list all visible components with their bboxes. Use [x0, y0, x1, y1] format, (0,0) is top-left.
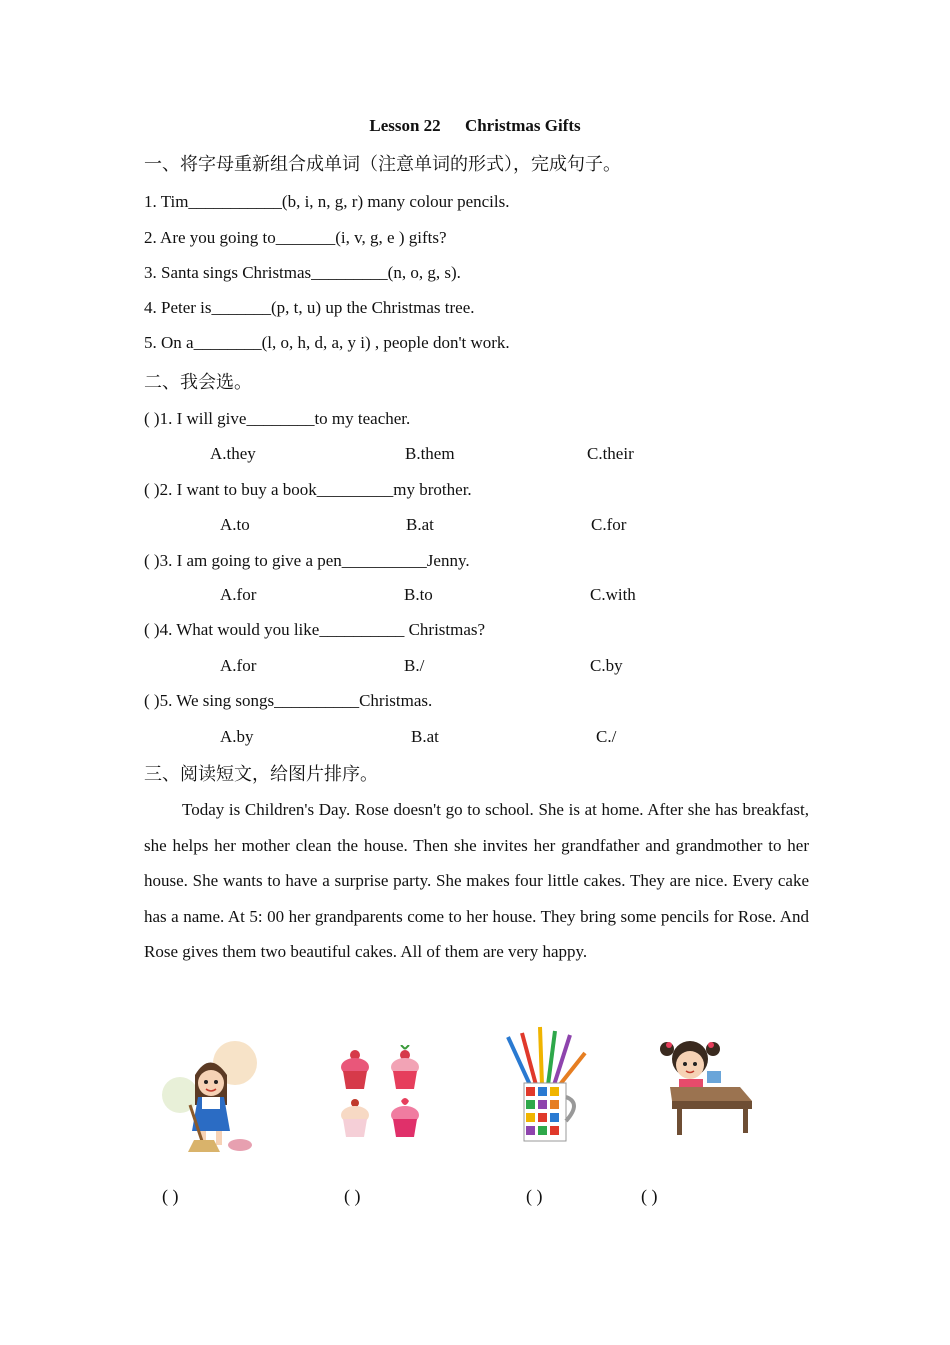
- section2-heading: 二、我会选。: [144, 372, 252, 393]
- q3-option-c: C.with: [590, 585, 636, 604]
- question-5: ( )5. We sing songs__________Christmas.: [144, 691, 433, 710]
- pencil-cup-icon: [500, 1025, 595, 1150]
- q4-option-b: B./: [404, 656, 425, 675]
- q3-option-b: B.to: [404, 585, 433, 604]
- lesson-name: Christmas Gifts: [464, 116, 581, 135]
- cupcakes-icon: [335, 1045, 430, 1145]
- q2-option-a: A.to: [220, 515, 250, 534]
- section1-item-3: 3. Santa sings Christmas_________(n, o, g, s).: [144, 263, 461, 282]
- q4-option-a: A.for: [220, 656, 257, 675]
- q5-option-b: B.at: [411, 727, 439, 746]
- picture-1-answer[interactable]: ( ): [162, 1186, 179, 1206]
- picture-4-answer[interactable]: ( ): [641, 1186, 658, 1206]
- section1-item-5: 5. On a________(l, o, h, d, a, y i) , people don't work.: [144, 333, 510, 352]
- page-title: [0, 116, 950, 136]
- question-2: ( )2. I want to buy a book_________my brother.: [144, 480, 472, 499]
- q5-option-a: A.by: [220, 727, 254, 746]
- q2-option-c: C.for: [591, 515, 627, 534]
- section1-item-4: 4. Peter is_______(p, t, u) up the Christmas tree.: [144, 298, 475, 317]
- section1-item-1: 1. Tim___________(b, i, n, g, r) many colour pencils.: [144, 192, 510, 211]
- question-4: ( )4. What would you like__________ Christmas?: [144, 620, 486, 639]
- section1-item-2: 2. Are you going to_______(i, v, g, e ) gifts?: [144, 228, 447, 247]
- girl-sweeping-icon: [160, 1035, 270, 1160]
- section3-heading: 三、阅读短文，给图片排序。: [144, 764, 378, 785]
- q3-option-a: A.for: [220, 585, 257, 604]
- q5-option-c: C./: [596, 727, 617, 746]
- section1-heading: 一、将字母重新组合成单词（注意单词的形式），完成句子。: [144, 154, 621, 175]
- picture-3-answer[interactable]: ( ): [526, 1186, 543, 1206]
- q1-option-b: B.them: [405, 444, 455, 463]
- passage-text: Today is Children's Day. Rose doesn't go to school. She is at home. After she has breakfast, she helps her mother clean the house. Then she invites her grandfather and grandmother to her house. She wants to have a surprise party. She makes four little cakes. They are nice. Every cake has a name. At 5: 00 her grandparents come to her house. They bring some pencils for Rose. And Rose gives them two beautiful cakes. All of them are very happy.: [144, 800, 809, 961]
- q2-option-b: B.at: [406, 515, 434, 534]
- q1-option-a: A.they: [210, 444, 256, 463]
- lesson-number: Lesson 22: [369, 116, 441, 135]
- question-3: ( )3. I am going to give a pen__________Jenny.: [144, 551, 470, 570]
- reading-passage: [144, 792, 809, 970]
- q1-option-c: C.their: [587, 444, 634, 463]
- picture-2-answer[interactable]: ( ): [344, 1186, 361, 1206]
- question-1: ( )1. I will give________to my teacher.: [144, 409, 411, 428]
- q4-option-c: C.by: [590, 656, 623, 675]
- girl-at-desk-icon: [655, 1035, 755, 1140]
